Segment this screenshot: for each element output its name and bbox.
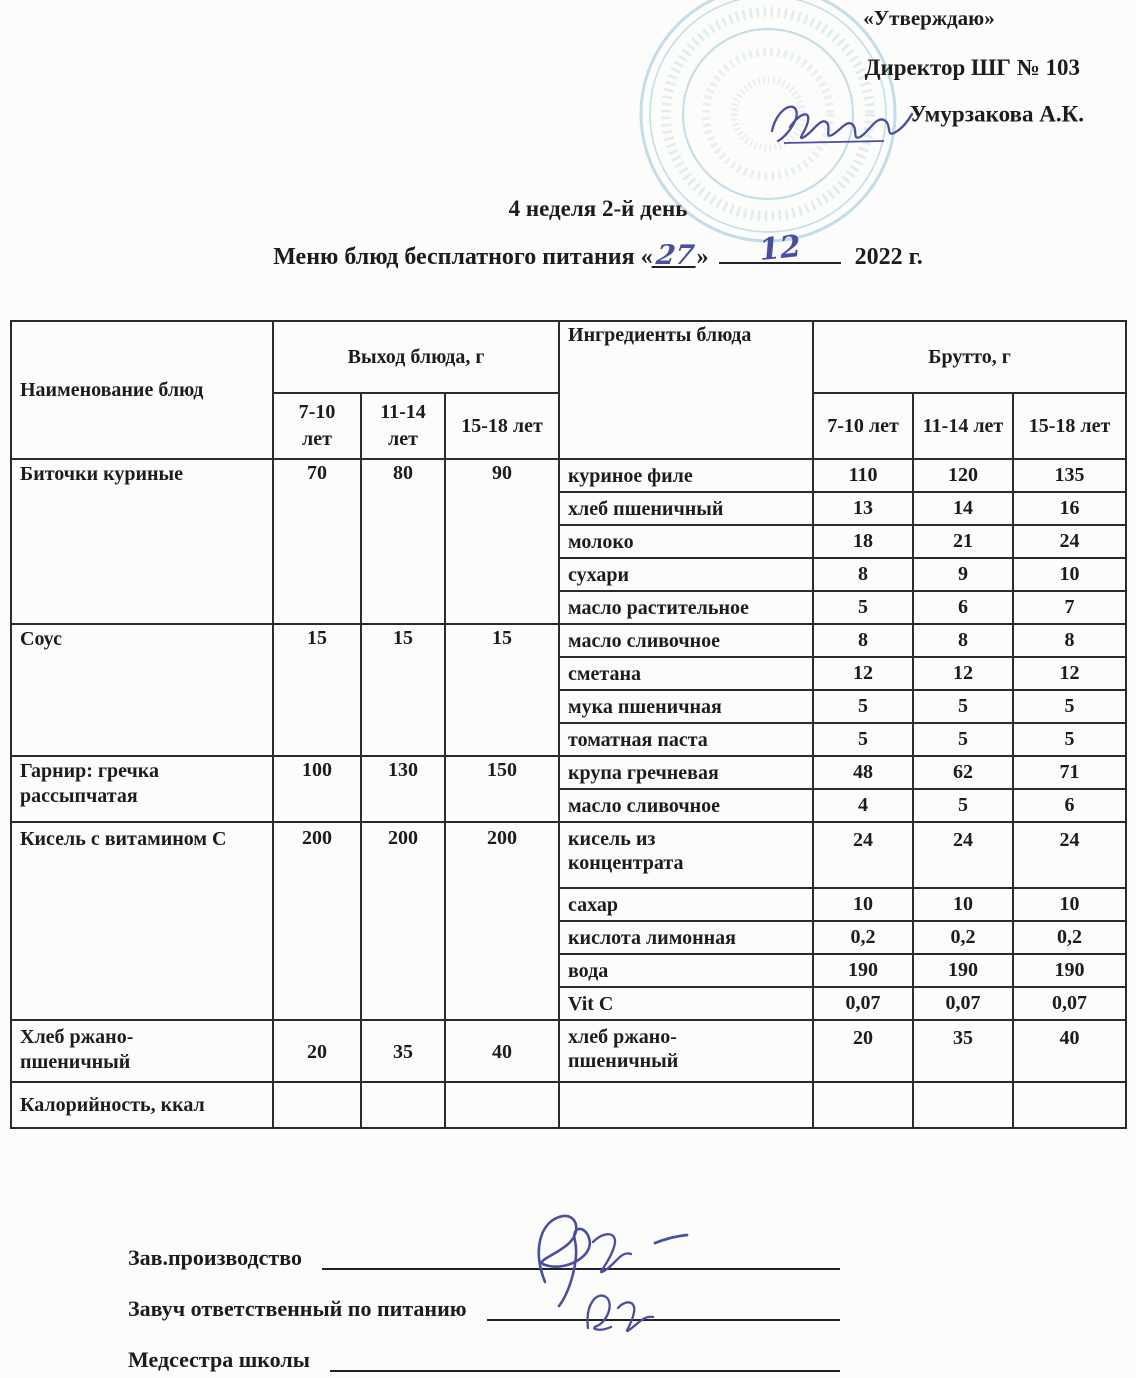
ingredient-cell: кислота лимонная xyxy=(559,921,813,954)
gross-cell: 9 xyxy=(913,558,1013,591)
handwritten-month: 12 xyxy=(757,228,803,269)
signature-label: Зав.производство xyxy=(128,1244,302,1270)
table-row xyxy=(11,459,1126,492)
signature-block xyxy=(128,1240,840,1372)
gross-cell: 5 xyxy=(813,591,913,624)
ingredient-name: кисель из концентрата xyxy=(568,828,684,874)
gross-cell: 24 xyxy=(1013,822,1126,888)
age-header-gross-2: 11-14 лет xyxy=(913,393,1013,459)
ingredient-cell: куриное филе xyxy=(559,459,813,492)
gross-cell: 0,2 xyxy=(1013,921,1126,954)
gross-cell: 0,2 xyxy=(813,921,913,954)
gross-cell: 190 xyxy=(1013,954,1126,987)
table-header-row-1 xyxy=(11,321,1126,393)
ingredient-cell: сметана xyxy=(559,657,813,690)
gross-cell: 12 xyxy=(913,657,1013,690)
ingredient-cell: томатная паста xyxy=(559,723,813,756)
menu-title-mid: » xyxy=(696,244,709,270)
gross-cell: 20 xyxy=(813,1020,913,1082)
gross-cell: 14 xyxy=(913,492,1013,525)
gross-cell: 12 xyxy=(1013,657,1126,690)
output-cell xyxy=(361,1082,445,1128)
col-header-dish: Наименование блюд xyxy=(11,321,273,459)
table-row xyxy=(11,1082,1126,1128)
age-header-output-1: 7-10 лет xyxy=(273,393,361,459)
gross-cell: 5 xyxy=(813,723,913,756)
director-title: Директор ШГ № 103 xyxy=(864,55,1080,80)
signature-line xyxy=(330,1342,840,1372)
output-cell xyxy=(445,1082,559,1128)
output-cell: 150 xyxy=(445,756,559,822)
gross-cell: 24 xyxy=(813,822,913,888)
dish-name-cell: Биточки куриные xyxy=(11,459,273,624)
director-name-row xyxy=(734,89,1084,143)
date-month-line xyxy=(719,228,841,269)
age-header-output-2: 11-14 лет xyxy=(361,393,445,459)
signature-row-deputy xyxy=(128,1291,840,1321)
signature-label: Завуч ответственный по питанию xyxy=(128,1295,467,1321)
gross-cell: 48 xyxy=(813,756,913,789)
dish-name-cell: Соус xyxy=(11,624,273,756)
table-row xyxy=(11,756,1126,789)
ingredient-cell: хлеб пшеничный xyxy=(559,492,813,525)
ingredient-cell xyxy=(559,822,813,888)
gross-cell: 5 xyxy=(913,789,1013,822)
handwritten-day: 27 xyxy=(651,246,698,268)
gross-cell: 6 xyxy=(1013,789,1126,822)
signature-row-chef xyxy=(128,1240,840,1270)
col-header-ingredients: Ингредиенты блюда xyxy=(559,321,813,459)
menu-table xyxy=(10,320,1127,1129)
gross-cell: 24 xyxy=(1013,525,1126,558)
gross-cell: 5 xyxy=(1013,690,1126,723)
ingredient-cell: крупа гречневая xyxy=(559,756,813,789)
table-row xyxy=(11,624,1126,657)
ingredient-cell: Vit C xyxy=(559,987,813,1020)
ingredient-name: хлеб ржано-пшеничный xyxy=(568,1026,679,1072)
signature-label: Медсестра школы xyxy=(128,1346,310,1372)
gross-cell: 71 xyxy=(1013,756,1126,789)
output-cell: 100 xyxy=(273,756,361,822)
gross-cell: 5 xyxy=(913,690,1013,723)
dish-name-cell: Калорийность, ккал xyxy=(11,1082,273,1128)
approval-block xyxy=(734,6,1084,143)
ingredient-cell xyxy=(559,1020,813,1082)
col-header-gross: Брутто, г xyxy=(813,321,1126,393)
gross-cell: 4 xyxy=(813,789,913,822)
gross-cell: 190 xyxy=(913,954,1013,987)
ingredient-cell: масло растительное xyxy=(559,591,813,624)
approve-label: «Утверждаю» xyxy=(863,6,995,30)
output-cell: 200 xyxy=(361,822,445,1020)
output-cell: 90 xyxy=(445,459,559,624)
output-cell: 15 xyxy=(273,624,361,756)
gross-cell: 8 xyxy=(913,624,1013,657)
output-cell xyxy=(273,1082,361,1128)
gross-cell: 8 xyxy=(1013,624,1126,657)
gross-cell: 18 xyxy=(813,525,913,558)
output-cell: 15 xyxy=(445,624,559,756)
gross-cell: 24 xyxy=(913,822,1013,888)
ingredient-cell: молоко xyxy=(559,525,813,558)
gross-cell: 13 xyxy=(813,492,913,525)
week-day-title: 4 неделя 2-й день xyxy=(508,196,688,221)
output-cell: 130 xyxy=(361,756,445,822)
col-header-output: Выход блюда, г xyxy=(273,321,559,393)
gross-cell: 6 xyxy=(913,591,1013,624)
gross-cell: 0,07 xyxy=(813,987,913,1020)
output-cell: 200 xyxy=(445,822,559,1020)
gross-cell: 190 xyxy=(813,954,913,987)
gross-cell xyxy=(813,1082,913,1128)
table-row xyxy=(11,822,1126,888)
director-signature xyxy=(764,95,916,149)
gross-cell xyxy=(913,1082,1013,1128)
gross-cell: 21 xyxy=(913,525,1013,558)
gross-cell: 120 xyxy=(913,459,1013,492)
output-cell: 200 xyxy=(273,822,361,1020)
ingredient-cell: мука пшеничная xyxy=(559,690,813,723)
ingredient-cell: масло сливочное xyxy=(559,624,813,657)
gross-cell: 8 xyxy=(813,558,913,591)
dish-name-cell: Кисель с витамином С xyxy=(11,822,273,1020)
output-cell: 20 xyxy=(273,1020,361,1082)
gross-cell: 5 xyxy=(813,690,913,723)
gross-cell: 110 xyxy=(813,459,913,492)
dish-name-cell xyxy=(11,1020,273,1082)
dish-name-cell xyxy=(11,756,273,822)
ingredient-cell: вода xyxy=(559,954,813,987)
gross-cell: 40 xyxy=(1013,1020,1126,1082)
gross-cell: 62 xyxy=(913,756,1013,789)
output-cell: 80 xyxy=(361,459,445,624)
director-name: Умурзакова А.К. xyxy=(909,101,1084,127)
gross-cell: 8 xyxy=(813,624,913,657)
age-header-output-3: 15-18 лет xyxy=(445,393,559,459)
gross-cell: 10 xyxy=(1013,888,1126,921)
gross-cell: 12 xyxy=(813,657,913,690)
gross-cell: 0,07 xyxy=(1013,987,1126,1020)
age-header-gross-1: 7-10 лет xyxy=(813,393,913,459)
gross-cell: 10 xyxy=(813,888,913,921)
gross-cell: 16 xyxy=(1013,492,1126,525)
menu-title-prefix: Меню блюд бесплатного питания « xyxy=(273,244,653,270)
ingredient-cell: сахар xyxy=(559,888,813,921)
signature-row-nurse xyxy=(128,1342,840,1372)
gross-cell: 10 xyxy=(1013,558,1126,591)
gross-cell: 35 xyxy=(913,1020,1013,1082)
output-cell: 40 xyxy=(445,1020,559,1082)
gross-cell: 5 xyxy=(913,723,1013,756)
dish-name: Гарнир: гречка рассыпчатая xyxy=(20,760,160,807)
dish-name: Хлеб ржано-пшеничный xyxy=(20,1026,134,1073)
age-header-gross-3: 15-18 лет xyxy=(1013,393,1126,459)
gross-cell: 0,07 xyxy=(913,987,1013,1020)
menu-title-suffix: 2022 г. xyxy=(854,244,923,270)
deputy-signature xyxy=(568,1286,672,1338)
gross-cell: 135 xyxy=(1013,459,1126,492)
menu-title-line xyxy=(60,228,1136,271)
output-cell: 15 xyxy=(361,624,445,756)
gross-cell: 10 xyxy=(913,888,1013,921)
gross-cell: 7 xyxy=(1013,591,1126,624)
gross-cell: 5 xyxy=(1013,723,1126,756)
gross-cell xyxy=(1013,1082,1126,1128)
ingredient-cell: сухари xyxy=(559,558,813,591)
output-cell: 70 xyxy=(273,459,361,624)
ingredient-cell: масло сливочное xyxy=(559,789,813,822)
ingredient-cell xyxy=(559,1082,813,1128)
gross-cell: 0,2 xyxy=(913,921,1013,954)
table-row xyxy=(11,1020,1126,1082)
menu-table-wrapper xyxy=(10,320,1127,1129)
output-cell: 35 xyxy=(361,1020,445,1082)
